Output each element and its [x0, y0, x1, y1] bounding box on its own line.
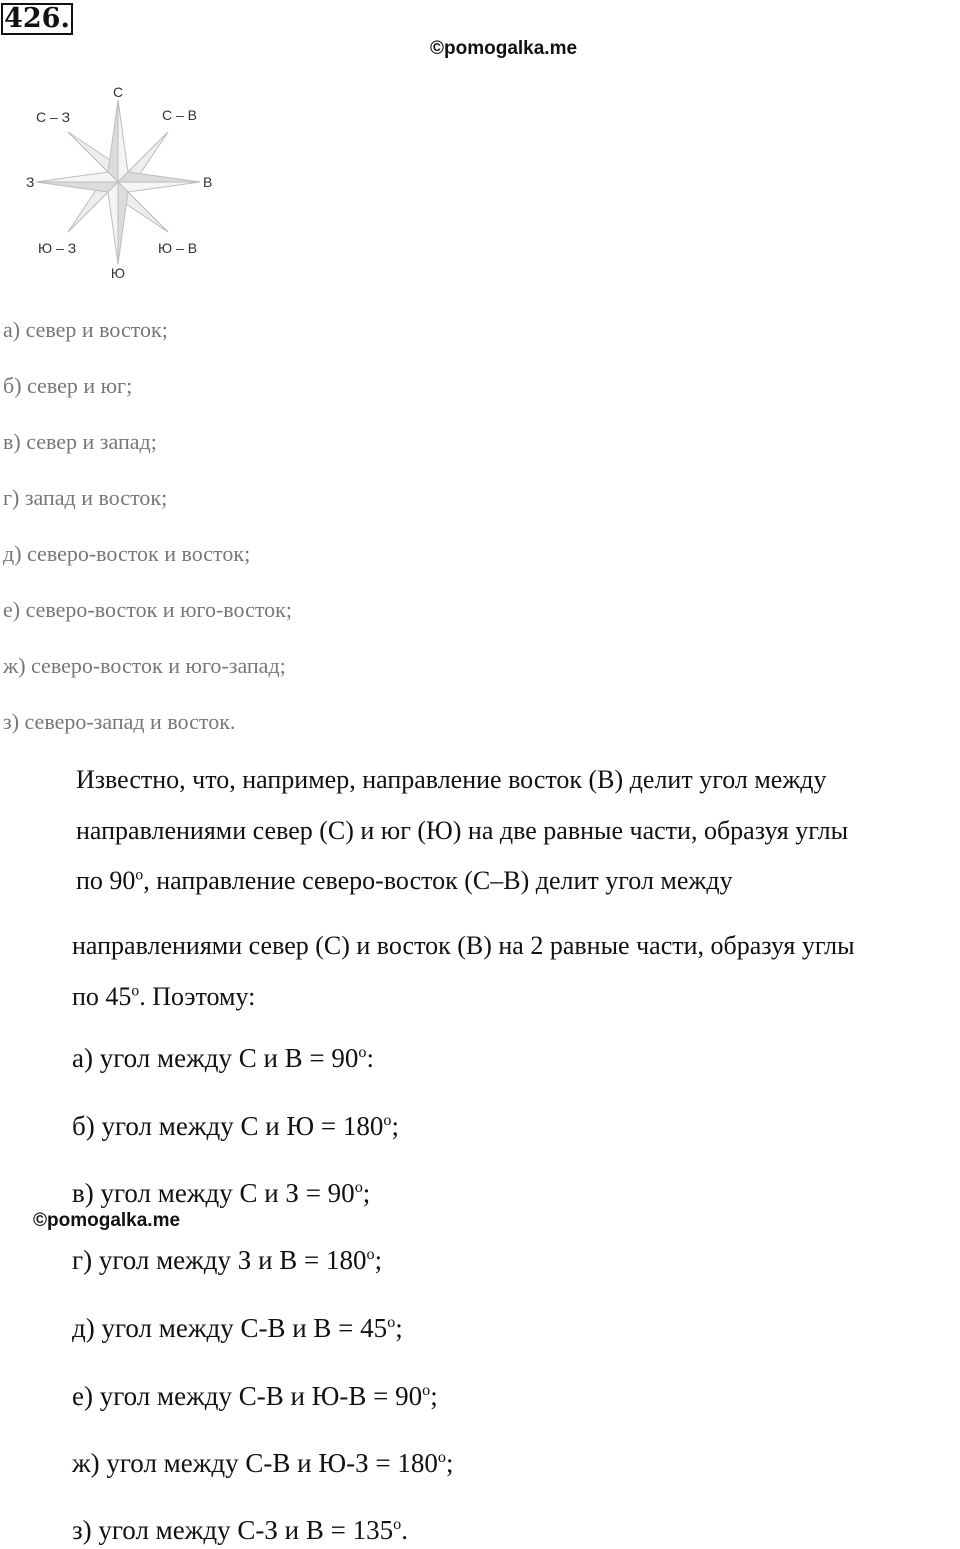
answer-e: д) угол между С-В и $В = 45^о$; [72, 1313, 403, 1343]
compass-label-w: З [26, 174, 35, 190]
question-f: е) северо-восток и юго-восток; [3, 597, 292, 622]
compass-label-sw: Ю – З [38, 240, 77, 256]
explanation-line-5: по $45^о$. Поэтому: [72, 982, 256, 1011]
answer-b: б) угол между С и $Ю = 180^о$; [72, 1111, 400, 1141]
answer-h: з) угол между С-З и $В = 135^о$. [72, 1515, 408, 1545]
explanation-line-3: по $90^о$, направление северо-восток (С–В) делит угол между [76, 866, 733, 895]
answer-g: ж) угол между С-В и $Ю-З = 180^о$; [72, 1448, 454, 1478]
compass-label-se: Ю – В [158, 240, 198, 256]
compass-label-ne: С – В [162, 107, 198, 123]
question-e: д) северо-восток и восток; [3, 541, 251, 566]
compass-label-e: В [203, 174, 213, 190]
question-g: ж) северо-восток и юго-запад; [3, 653, 286, 678]
compass-rose-diagram [18, 80, 228, 285]
compass-label-s: Ю [110, 265, 126, 281]
question-d: г) запад и восток; [3, 485, 168, 510]
explanation-line-2: направлениями север (С) и юг (Ю) на две равные части, образуя углы [76, 816, 849, 845]
answer-c: в) угол между С и $З = 90^о$; [72, 1178, 371, 1208]
task-number: 426. [1, 3, 73, 35]
degree-mark: о [131, 982, 140, 1000]
watermark-middle: ©pomogalka.me [33, 1210, 181, 1231]
explanation-line-4: направлениями север (С) и восток (В) на 2 равные части, образуя углы [72, 931, 855, 960]
question-a: а) север и восток; [3, 317, 168, 342]
explanation-line-1: Известно, что, например, направление восток (В) делит угол между [76, 765, 827, 794]
answer-d: г) угол между З и $В = 180^о$; [72, 1245, 383, 1275]
watermark-top: ©pomogalka.me [430, 38, 578, 59]
question-c: в) север и запад; [3, 429, 157, 454]
compass-label-nw: С – З [36, 109, 71, 125]
question-h: з) северо-запад и восток. [3, 709, 236, 734]
degree-mark: о [135, 866, 144, 884]
answer-a: а) угол между С и $В = 90^о$: [72, 1043, 375, 1073]
answer-f: е) угол между С-В и $Ю-В = 90^о$; [72, 1381, 438, 1411]
compass-label-n: С [112, 84, 124, 100]
question-b: б) север и юг; [3, 373, 133, 398]
